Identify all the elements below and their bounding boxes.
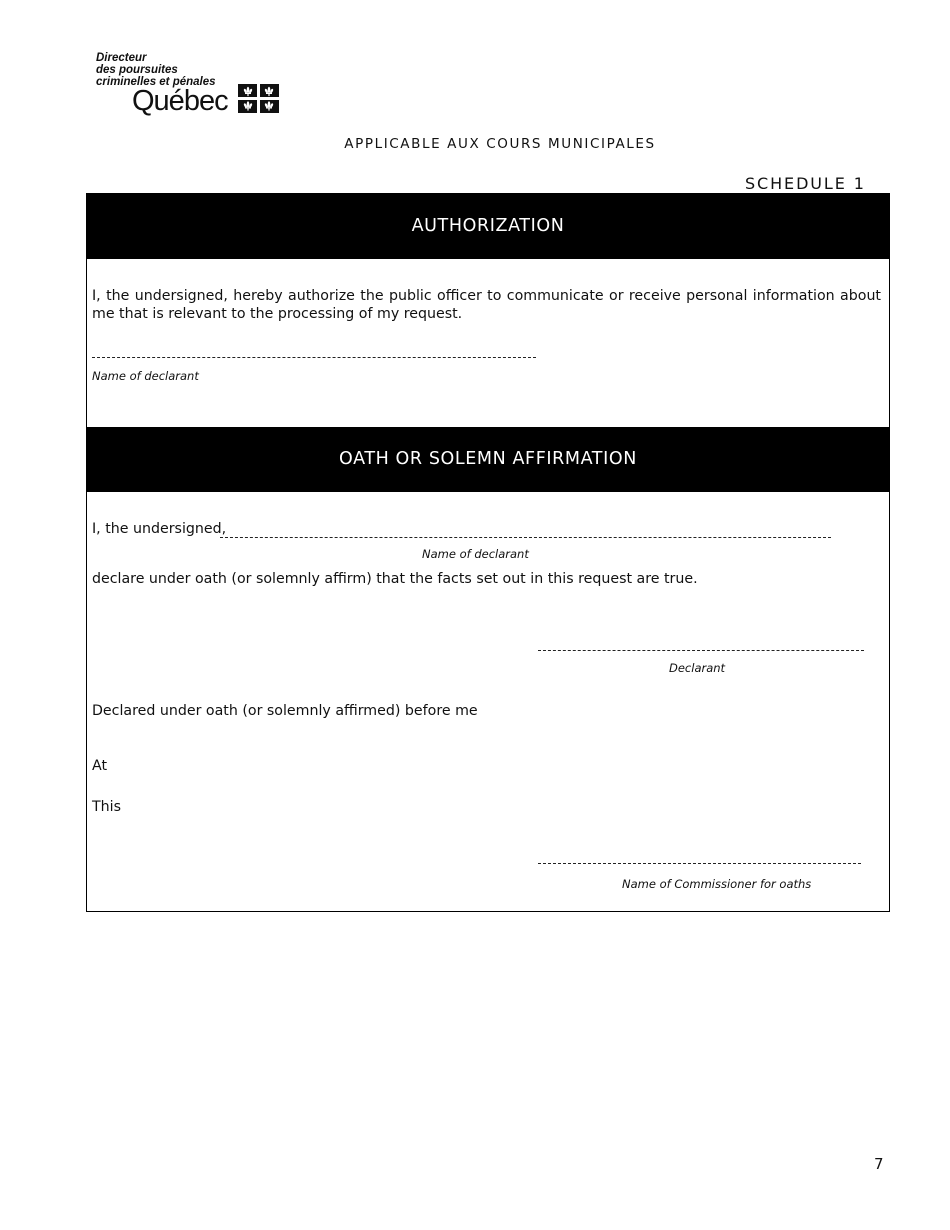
page-number: 7 xyxy=(874,1155,884,1173)
authorization-text: I, the undersigned, hereby authorize the public officer to communicate or receive personal information about me that is relevant to the processing of my request. xyxy=(92,288,881,322)
logo-text-line-2: des poursuites xyxy=(96,64,178,76)
schedule-label: SCHEDULE 1 xyxy=(745,174,866,193)
fleur-de-lis-flag-icon xyxy=(238,84,279,113)
dpcp-quebec-logo xyxy=(96,52,286,122)
applicable-heading: APPLICABLE AUX COURS MUNICIPALES xyxy=(344,136,656,152)
oath-header: OATH OR SOLEMN AFFIRMATION xyxy=(87,427,889,492)
declarant-signature-caption: Declarant xyxy=(669,661,726,675)
commissioner-name-line[interactable] xyxy=(538,863,861,864)
declare-text: declare under oath (or solemnly affirm) that the facts set out in this request are true. xyxy=(92,571,698,587)
this-label: This xyxy=(92,799,121,815)
undersigned-label: I, the undersigned, xyxy=(92,521,227,537)
undersigned-name-line[interactable] xyxy=(220,537,831,538)
at-label: At xyxy=(92,758,108,774)
logo-text-line-1: Directeur xyxy=(96,52,147,64)
form-box xyxy=(86,193,890,912)
declarant-name-line[interactable] xyxy=(92,357,536,358)
logo-text-line-3: criminelles et pénales xyxy=(96,76,216,88)
authorization-header: AUTHORIZATION xyxy=(87,194,889,259)
declared-before-text: Declared under oath (or solemnly affirmed) before me xyxy=(92,703,478,719)
undersigned-name-caption: Name of declarant xyxy=(422,547,529,561)
logo-quebec-wordmark: Québec xyxy=(132,85,228,117)
commissioner-name-caption: Name of Commissioner for oaths xyxy=(622,877,812,891)
declarant-name-caption: Name of declarant xyxy=(92,369,199,383)
declarant-signature-line[interactable] xyxy=(538,650,864,651)
